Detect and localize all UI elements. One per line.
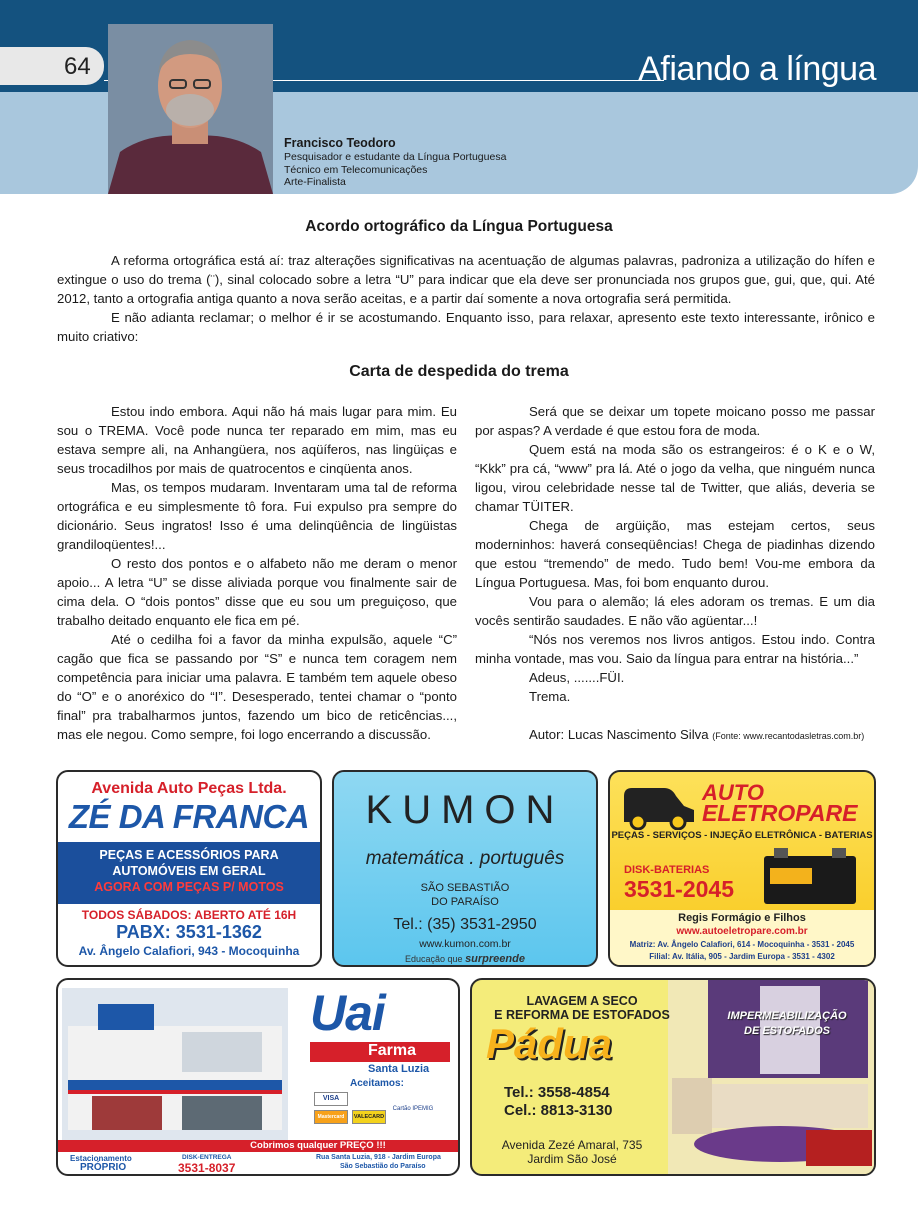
ad-brand: Pádua — [486, 1020, 613, 1067]
ad-padua[interactable] — [470, 978, 876, 1176]
paragraph: Trema. — [529, 689, 571, 704]
author-info — [284, 136, 506, 189]
section-title: Afiando a língua — [638, 50, 876, 88]
ad-site: www.kumon.com.br — [419, 938, 511, 950]
ad-hours: TODOS SÁBADOS: ABERTO ATÉ 16H — [81, 908, 297, 922]
paragraph: Adeus, .......FÜI. — [529, 670, 625, 685]
letter-title: Carta de despedida do trema — [349, 363, 569, 380]
paragraph: Será que se deixar um topete moicano posso me passar por aspas? A verdade é que estou fora de moda. — [475, 404, 875, 438]
paragraph: E não adianta reclamar; o melhor é ir se acostumando. Enquanto isso, para relaxar, apresento este texto interessante, irônico e muito criativo: — [57, 310, 875, 344]
ad-filial: Filial: Av. Itália, 905 - Jardim Europa - 3531 - 4302 — [649, 952, 835, 961]
ad-parking: PRÓPRIO — [80, 1162, 127, 1173]
paragraph: “Nós nos veremos nos livros antigos. Estou indo. Contra minha vontade, mas vou. Saio da língua para entrar na história...” — [475, 632, 875, 666]
ad-disk-label: DISK-BATERIAS — [624, 864, 710, 876]
ad-address: Rua Santa Luzia, 918 - Jardim Europa — [316, 1154, 441, 1161]
text-column-right — [475, 402, 875, 746]
ad-brand: ELETROPARE — [702, 800, 858, 826]
ad-headline: LAVAGEM A SECO — [526, 994, 638, 1008]
ad-delivery-label: DISK-ENTREGA — [182, 1154, 232, 1161]
paragraph: Mas, os tempos mudaram. Inventaram uma tal de reforma ortográfica e eu simplesmente tô fora. Fui expulso pra sempre do dicionário. Seus ingratos! Isso é uma delinqüência de lingüistas grandiloqüentes!... — [57, 480, 457, 552]
ad-phone: 3531-2045 — [624, 876, 734, 902]
ad-parking: Estacionamento — [70, 1154, 132, 1163]
article-intro — [57, 251, 875, 346]
ad-ze-da-franca[interactable] — [56, 770, 322, 967]
paragraph: Até o cedilha foi a favor da minha expulsão, aquele “C” cagão que fica se passando por “S” e nunca tem coragem nem competência para iniciar uma palavra. E também tem aquele obeso do “O” e o anoréxico do “I”. Desesperado, tentei chamar o “ponto final” pra trabalharmos juntos, fazendo um bico de reticências..., mas ele negou. Como sempre, foi logo encerrando a discussão. — [57, 632, 457, 742]
valecard-icon: VALECARD — [352, 1110, 386, 1124]
slogan-part: surpreende — [465, 953, 525, 965]
ad-brand: Uai — [310, 985, 385, 1041]
ad-extra: IMPERMEABILIZAÇÃO — [727, 1010, 847, 1022]
credit-source: (Fonte: www.recantodasletras.com.br) — [712, 731, 865, 741]
ad-extra: DE ESTOFADOS — [744, 1025, 830, 1037]
ad-uai-farma[interactable] — [56, 978, 460, 1176]
ad-brand: KUMON — [365, 788, 565, 832]
ad-city: SÃO SEBASTIÃO — [420, 882, 510, 894]
paragraph: Quem está na moda são os estrangeiros: é o K e o W, “Kkk” pra cá, “www” pra lá. Até o jogo da velha, que ninguém nunca ligou, virou celebridade nesse tal de Twitter, que aliás, deveria se chamar TÜITER. — [475, 442, 875, 514]
author-role: Arte-Finalista — [284, 176, 346, 188]
credit-author: Autor: Lucas Nascimento Silva — [529, 727, 709, 742]
ad-address: Avenida Zezé Amaral, 735 — [501, 1138, 643, 1152]
slogan-part: Educação que — [405, 954, 463, 964]
paragraph: Estou indo embora. Aqui não há mais lugar para mim. Eu sou o TREMA. Você pode nunca ter reparado em mim, mas eu estava sempre ali, na Anhangüera, nos aqüíferos, nas lingüiças e seus trocadilhos por mais de quatrocentos e cinqüenta anos. — [57, 404, 457, 476]
ad-subjects: matemática . português — [365, 848, 565, 869]
ad-cel: Cel.: 8813-3130 — [504, 1102, 613, 1119]
paragraph: Chega de argüição, mas estejam certos, seus moderninhos: haverá conseqüências! Chega de piadinhas dizendo que estou “tremendo” de medo. Tudo bem! Vou-me embora da Língua Portuguesa. Mas, foi bom enquanto durou. — [475, 518, 875, 590]
ad-brand: ZÉ DA FRANCA — [68, 798, 310, 835]
paragraph: O resto dos pontos e o alfabeto não me deram o menor apoio... A letra “U” se disse aliviada porque vou finalmente sair de cima dela. O “dois pontos” disse que eu sou um preguiçoso, que trabalho deitado enquanto ele fica em pé. — [57, 556, 457, 628]
pharmacy-storefront-image — [62, 988, 288, 1140]
ad-line: AUTOMÓVEIS EM GERAL — [112, 864, 266, 878]
ad-owners: Regis Formágio e Filhos — [678, 912, 806, 924]
ad-branch: Santa Luzia — [368, 1063, 430, 1075]
ad-services: PEÇAS - SERVIÇOS - INJEÇÃO ELETRÔNICA - BATERIAS — [611, 830, 873, 841]
author-name: Francisco Teodoro — [284, 136, 396, 150]
ad-city: DO PARAÍSO — [431, 896, 499, 908]
ad-site: www.autoeletropare.com.br — [676, 926, 808, 937]
ad-line: AGORA COM PEÇAS P/ MOTOS — [94, 880, 284, 894]
paragraph: Vou para o alemão; lá eles adoram os tremas. E um dia vocês sentirão saudades. E não vão agüentar...! — [475, 594, 875, 628]
ad-address: Jardim São José — [527, 1152, 617, 1166]
ad-brand: Farma — [368, 1042, 417, 1059]
ad-phone: PABX: 3531-1362 — [116, 922, 262, 942]
author-role: Pesquisador e estudante da Língua Portuguesa — [284, 151, 507, 163]
ad-address: Av. Ângelo Calafiori, 943 - Mocoquinha — [78, 944, 300, 958]
ad-address: São Sebastião do Paraíso — [340, 1163, 426, 1170]
ad-brand: AUTO — [702, 780, 764, 805]
ad-delivery-phone: 3531-8037 — [178, 1161, 236, 1175]
author-photo — [108, 24, 273, 194]
ad-phone: Tel.: (35) 3531-2950 — [393, 916, 537, 933]
battery-icon — [760, 846, 860, 908]
ad-promo: Cobrimos qualquer PREÇO !!! — [250, 1140, 386, 1151]
paragraph: A reforma ortográfica está aí: traz alterações significativas na acentuação de algumas palavras, padroniza a utilização do hífen e extingue o uso do trema (¨), sinal colocado sobre a letra “U” para indicar que ela deve ser pronunciada nos grupos gue, gui, que, qui. Até 2012, tanto a ortografia antiga quanto a nova serão aceitas, e a partir daí somente a nova ortografia será permitida. — [57, 253, 875, 306]
ad-accepts: Aceitamos: — [350, 1078, 404, 1089]
ad-kumon[interactable] — [332, 770, 598, 967]
visa-card-icon: VISA — [314, 1092, 348, 1106]
mastercard-icon: Mastercard — [314, 1110, 348, 1124]
page-number: 64 — [64, 53, 91, 80]
text-column-left — [57, 402, 457, 744]
article-credit — [475, 725, 875, 746]
ad-line: PEÇAS E ACESSÓRIOS PARA — [99, 848, 279, 862]
ad-headline: E REFORMA DE ESTOFADOS — [494, 1008, 670, 1022]
author-role: Técnico em Telecomunicações — [284, 163, 428, 176]
ad-tel: Tel.: 3558-4854 — [504, 1084, 610, 1101]
ad-slogan — [334, 953, 596, 965]
ipemig-card-icon: Cartão IPEMIG — [392, 1106, 434, 1112]
article-title: Acordo ortográfico da Língua Portuguesa — [305, 218, 613, 235]
ad-matriz: Matriz: Av. Ângelo Calafiori, 614 - Mocoquinha - 3531 - 2045 — [629, 940, 855, 949]
car-logo-icon — [620, 782, 698, 830]
ad-auto-eletropare[interactable] — [608, 770, 876, 967]
ad-company: Avenida Auto Peças Ltda. — [91, 780, 287, 797]
